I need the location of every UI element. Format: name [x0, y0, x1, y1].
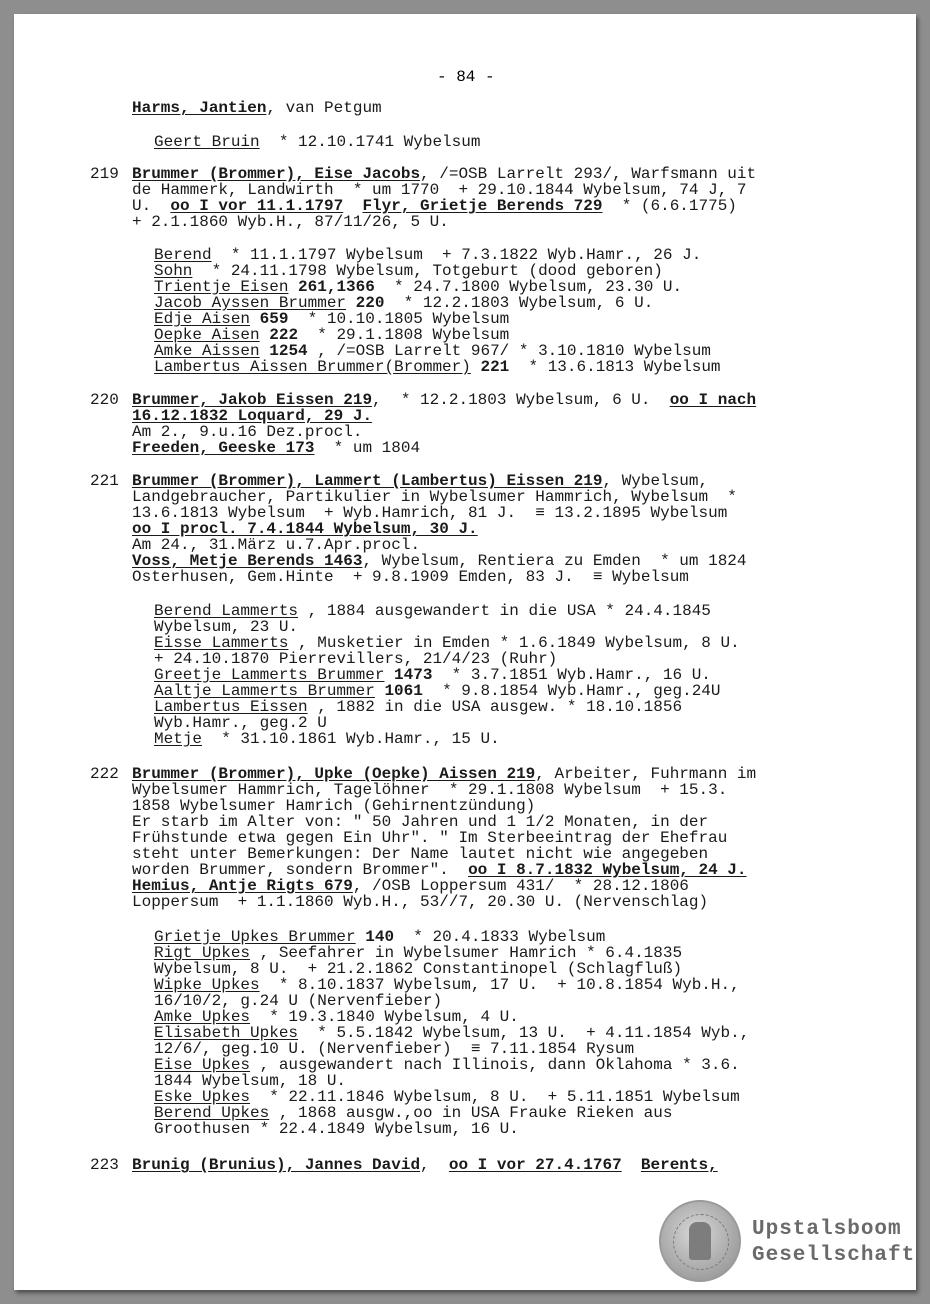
text-segment: Elisabeth Upkes — [154, 1024, 299, 1042]
text-segment: Berents, — [640, 1156, 718, 1174]
text-line — [154, 247, 701, 263]
text-segment: Brunig (Brunius), Jannes David — [132, 1156, 421, 1174]
text-segment: worden Brummer, sondern Brommer". — [132, 861, 469, 879]
text-line — [132, 862, 747, 878]
text-line — [132, 569, 689, 585]
text-segment: Brummer (Brommer), Lammert (Lambertus) Eissen 219 — [132, 472, 603, 490]
text-line — [154, 945, 682, 961]
text-line — [132, 182, 747, 198]
text-line — [154, 279, 682, 295]
text-line — [132, 198, 737, 214]
seal-logo-icon — [659, 1200, 741, 1282]
text-segment: Geert Bruin — [154, 133, 260, 151]
text-segment: Berend — [154, 246, 212, 264]
text-segment: Voss, Metje Berends 1463 — [132, 552, 363, 570]
text-segment: , /=OSB Larrelt 967/ * 3.10.1810 Wybelsum — [307, 342, 711, 360]
text-segment: * 12.10.1741 Wybelsum — [259, 133, 481, 151]
text-segment: Rigt Upkes — [154, 944, 251, 962]
text-segment: Edje Aisen — [154, 310, 251, 328]
text-segment: , /OSB Loppersum 431/ * 28.12.1806 — [352, 877, 689, 895]
text-segment: Eise Upkes — [154, 1056, 251, 1074]
text-segment: * 31.10.1861 Wyb.Hamr., 15 U. — [202, 730, 500, 748]
text-segment: , 1868 ausgw.,oo in USA Frauke Rieken aus — [269, 1104, 673, 1122]
text-segment: , — [420, 1156, 449, 1174]
text-line — [154, 961, 682, 977]
text-line — [132, 782, 727, 798]
text-segment: 261,1366 — [298, 278, 375, 296]
text-segment: Jacob Ayssen Brummer — [154, 294, 347, 312]
text-segment: 1858 Wybelsumer Hamrich (Gehirnentzündung) — [132, 797, 536, 815]
text-segment: Frühstunde etwa gegen Ein Uhr". " Im Sterbeeintrag der Ehefrau — [132, 829, 728, 847]
text-line — [154, 667, 711, 683]
text-line — [154, 977, 740, 993]
text-line — [154, 603, 711, 619]
text-line — [154, 1041, 634, 1057]
text-line — [154, 134, 480, 150]
text-segment: * 11.1.1797 Wybelsum + 7.3.1822 Wyb.Hamr., 26 J. — [211, 246, 702, 264]
text-segment: Sohn — [154, 262, 193, 280]
text-segment: Freeden, Geeske 173 — [132, 439, 315, 457]
document-page — [14, 14, 916, 1290]
brand-line-2: Gesellschaft — [752, 1244, 916, 1267]
text-segment: * 13.6.1813 Wybelsum — [509, 358, 721, 376]
text-segment: Osterhusen, Gem.Hinte + 9.8.1909 Emden, 83 J. ≡ Wybelsum — [132, 568, 689, 586]
text-segment: Am 24., 31.März u.7.Apr.procl. — [132, 536, 421, 554]
text-line — [132, 814, 708, 830]
text-segment: * 5.5.1842 Wybelsum, 13 U. + 4.11.1854 Wyb., — [298, 1024, 750, 1042]
text-line — [154, 311, 509, 327]
text-segment: Eisse Lammerts — [154, 634, 289, 652]
text-segment: Grietje Upkes Brummer — [154, 928, 356, 946]
text-segment: Berend Lammerts — [154, 602, 299, 620]
text-segment: 1473 — [394, 666, 433, 684]
text-segment: , van Petgum — [266, 99, 382, 117]
text-segment: * 29.1.1808 Wybelsum — [298, 326, 510, 344]
text-line — [154, 683, 721, 699]
text-segment: * 19.3.1840 Wybelsum, 4 U. — [250, 1008, 519, 1026]
entry-number: 221 — [90, 472, 119, 490]
text-segment: * 22.11.1846 Wybelsum, 8 U. + 5.11.1851 Wybelsum — [250, 1088, 740, 1106]
text-segment: 221 — [480, 358, 510, 376]
text-line — [154, 619, 298, 635]
text-segment: * 24.7.1800 Wybelsum, 23.30 U. — [374, 278, 683, 296]
text-segment: 16/10/2, g.24 U (Nervenfieber) — [154, 992, 443, 1010]
text-segment: Wybelsumer Hammrich, Tagelöhner * 29.1.1808 Wybelsum + 15.3. — [132, 781, 728, 799]
text-line — [154, 929, 605, 945]
text-segment: * 8.10.1837 Wybelsum, 17 U. + 10.8.1854 Wyb.H., — [259, 976, 740, 994]
text-line — [132, 553, 747, 569]
text-segment: , Wybelsum, Rentiera zu Emden * um 1824 — [362, 552, 747, 570]
text-segment: Brummer (Brommer), Upke (Oepke) Aissen 219 — [132, 765, 536, 783]
page-number: - 84 - — [437, 68, 495, 86]
text-segment: 140 — [365, 928, 395, 946]
text-segment: Am 2., 9.u.16 Dez.procl. — [132, 423, 363, 441]
text-line — [132, 166, 756, 182]
text-segment: Metje — [154, 730, 203, 748]
text-line — [132, 489, 737, 505]
text-segment: Amke Upkes — [154, 1008, 251, 1026]
entry-number: 223 — [90, 1156, 119, 1174]
text-segment: 16.12.1832 Loquard, 29 J. — [132, 407, 373, 425]
text-line — [132, 100, 382, 116]
text-line — [132, 878, 689, 894]
text-segment: 12/6/, geg.10 U. (Nervenfieber) ≡ 7.11.1854 Rysum — [154, 1040, 635, 1058]
text-segment: 1061 — [384, 682, 423, 700]
text-line — [132, 214, 449, 230]
text-line — [132, 473, 708, 489]
text-line — [154, 635, 740, 651]
text-segment: Amke Aissen — [154, 342, 260, 360]
text-segment: oo I 8.7.1832 Wybelsum, 24 J. — [468, 861, 747, 879]
text-segment: Lambertus Eissen — [154, 698, 308, 716]
text-line — [132, 894, 708, 910]
text-line — [132, 521, 478, 537]
text-line — [132, 537, 420, 553]
text-segment: * 24.11.1798 Wybelsum, Totgeburt (dood geboren) — [192, 262, 663, 280]
text-segment: , Wybelsum, — [602, 472, 709, 490]
text-line — [154, 1057, 740, 1073]
text-segment: + 2.1.1860 Wyb.H., 87/11/26, 5 U. — [132, 213, 449, 231]
text-line — [132, 505, 727, 521]
text-segment: 13.6.1813 Wybelsum + Wyb.Hamrich, 81 J. ≡ 13.2.1895 Wybelsum — [132, 504, 728, 522]
entry-number: 220 — [90, 391, 119, 409]
entry-number: 219 — [90, 165, 119, 183]
text-segment: , Arbeiter, Fuhrmann im — [535, 765, 757, 783]
text-line — [154, 1089, 740, 1105]
text-line — [132, 1157, 718, 1173]
text-line — [154, 263, 663, 279]
text-line — [132, 766, 756, 782]
text-line — [154, 295, 653, 311]
text-segment: * um 1804 — [314, 439, 421, 457]
text-line — [154, 993, 442, 1009]
text-line — [132, 424, 362, 440]
text-segment: * 12.2.1803 Wybelsum, 6 U. — [384, 294, 654, 312]
text-segment: 220 — [355, 294, 385, 312]
text-line — [154, 327, 509, 343]
text-line — [132, 830, 727, 846]
text-segment: Wyb.Hamr., geg.2 U — [154, 714, 327, 732]
text-segment: , 1884 ausgewandert in die USA * 24.4.1845 — [298, 602, 711, 620]
text-line — [154, 699, 682, 715]
text-segment: Aaltje Lammerts Brummer — [154, 682, 375, 700]
text-segment: Er starb im Alter von: " 50 Jahren und 1 1/2 Monaten, in der — [132, 813, 709, 831]
text-segment: , Seefahrer in Wybelsumer Hamrich * 6.4.1835 — [250, 944, 683, 962]
text-segment: de Hammerk, Landwirth * um 1770 + 29.10.1844 Wybelsum, 74 J, 7 — [132, 181, 747, 199]
entry-number: 222 — [90, 765, 119, 783]
text-segment: , /=OSB Larrelt 293/, Warfsmann uit — [420, 165, 757, 183]
text-segment: Berend Upkes — [154, 1104, 270, 1122]
text-line — [154, 651, 557, 667]
text-segment: Eske Upkes — [154, 1088, 251, 1106]
text-segment: Wybelsum, 8 U. + 21.2.1862 Constantinopel (Schlagfluß) — [154, 960, 683, 978]
text-line — [154, 731, 500, 747]
text-line — [132, 440, 420, 456]
text-segment: oo I vor 27.4.1767 — [448, 1156, 622, 1174]
text-line — [154, 1121, 519, 1137]
text-segment: Brummer (Brommer), Eise Jacobs — [132, 165, 421, 183]
text-segment: oo I vor 11.1.1797 — [170, 197, 344, 215]
text-segment: Harms, Jantien — [132, 99, 267, 117]
text-segment: Loppersum + 1.1.1860 Wyb.H., 53//7, 20.30 U. (Nervenschlag) — [132, 893, 709, 911]
text-segment: oo I procl. 7.4.1844 Wybelsum, 30 J. — [132, 520, 478, 538]
text-segment: * 3.7.1851 Wyb.Hamr., 16 U. — [432, 666, 711, 684]
text-segment: Groothusen * 22.4.1849 Wybelsum, 16 U. — [154, 1120, 519, 1138]
text-segment: * (6.6.1775) — [602, 197, 737, 215]
text-segment: * 20.4.1833 Wybelsum — [394, 928, 606, 946]
text-segment: U. — [132, 197, 171, 215]
text-line — [154, 1073, 346, 1089]
text-segment: , 1882 in die USA ausgew. * 18.10.1856 — [307, 698, 683, 716]
text-line — [154, 1025, 749, 1041]
text-segment: , * 12.2.1803 Wybelsum, 6 U. — [372, 391, 670, 409]
text-segment: Lambertus Aissen Brummer(Brommer) — [154, 358, 471, 376]
text-segment: Hemius, Antje Rigts 679 — [132, 877, 353, 895]
text-segment: * 10.10.1805 Wybelsum — [288, 310, 510, 328]
text-segment: + 24.10.1870 Pierrevillers, 21/4/23 (Ruhr) — [154, 650, 558, 668]
text-line — [154, 359, 721, 375]
text-line — [154, 343, 711, 359]
text-segment: , Musketier in Emden * 1.6.1849 Wybelsum, 8 U. — [288, 634, 740, 652]
text-segment: Flyr, Grietje Berends 729 — [362, 197, 603, 215]
text-segment: 222 — [269, 326, 299, 344]
brand-line-1: Upstalsboom — [752, 1218, 902, 1241]
text-line — [132, 798, 535, 814]
text-line — [154, 715, 327, 731]
text-segment — [622, 1156, 641, 1174]
text-segment: , ausgewandert nach Illinois, dann Oklahoma * 3.6. — [250, 1056, 740, 1074]
text-line — [154, 1105, 672, 1121]
text-segment: Trientje Eisen — [154, 278, 289, 296]
text-segment: * 9.8.1854 Wyb.Hamr., geg.24U — [422, 682, 721, 700]
text-segment: steht unter Bemerkungen: Der Name lautet nicht wie angegeben — [132, 845, 709, 863]
text-segment: Wybelsum, 23 U. — [154, 618, 299, 636]
text-segment: Landgebraucher, Partikulier in Wybelsumer Hammrich, Wybelsum * — [132, 488, 737, 506]
text-segment: 1254 — [269, 342, 308, 360]
text-segment: 659 — [259, 310, 289, 328]
text-line — [132, 408, 372, 424]
text-segment: 1844 Wybelsum, 18 U. — [154, 1072, 347, 1090]
text-segment: Wipke Upkes — [154, 976, 260, 994]
text-line — [154, 1009, 519, 1025]
text-segment: Brummer, Jakob Eissen 219 — [132, 391, 373, 409]
text-line — [132, 846, 708, 862]
text-segment: Oepke Aisen — [154, 326, 260, 344]
text-line — [132, 392, 756, 408]
text-segment: oo I nach — [669, 391, 757, 409]
text-segment: Greetje Lammerts Brummer — [154, 666, 385, 684]
